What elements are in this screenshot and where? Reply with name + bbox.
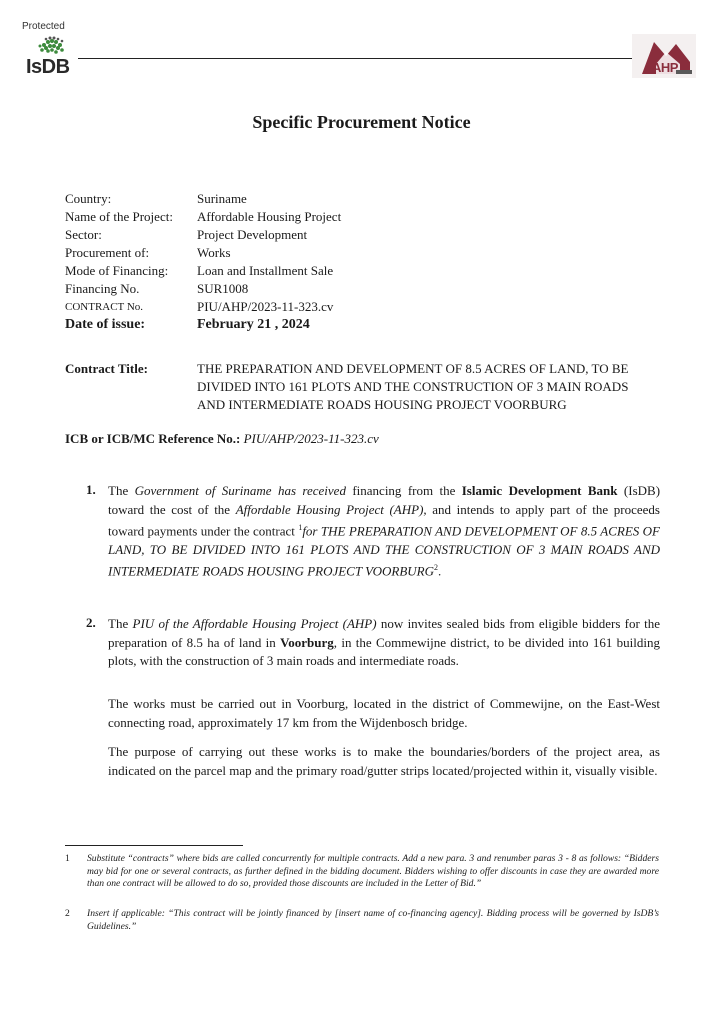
info-label: CONTRACT No. xyxy=(65,301,144,313)
info-value: Loan and Installment Sale xyxy=(197,263,334,278)
info-value: Works xyxy=(197,245,231,260)
paragraph-1 xyxy=(108,482,660,581)
p1-text: Government of Suriname has received xyxy=(134,483,346,498)
paragraph-number: 1. xyxy=(86,482,96,497)
ahp-logo xyxy=(632,34,696,78)
isdb-logo-text: IsDB xyxy=(26,56,70,78)
footnote-number: 2 xyxy=(65,908,70,919)
info-label: Name of the Project: xyxy=(65,209,173,224)
info-value: SUR1008 xyxy=(197,281,249,296)
icb-reference-label: ICB or ICB/MC Reference No.: xyxy=(65,431,241,446)
footnote-divider xyxy=(65,845,243,846)
info-row-country xyxy=(65,190,341,208)
info-label: Date of issue: xyxy=(65,317,146,332)
p1-text: for THE PREPARATION AND DEVELOPMENT OF 8.5 ACRES OF LAND, TO BE DIVIDED INTO 161 PLOTS AND THE CONSTRUCTION OF 3 MAIN ROADS AND INTERMEDIATE ROADS HOUSING PROJECT VOORBURG xyxy=(108,523,660,579)
contract-title-label: Contract Title: xyxy=(65,361,148,376)
info-label: Sector: xyxy=(65,227,102,242)
isdb-globe-icon xyxy=(34,36,68,56)
p2-text: Voorburg xyxy=(280,634,334,650)
info-row-project xyxy=(65,208,341,226)
p1-text: Affordable Housing Project (AHP), xyxy=(235,501,427,517)
info-label: Mode of Financing: xyxy=(65,263,169,278)
paragraph-3: The works must be carried out in Voorburg, located in the district of Commewijne, on the East-West connecting road, approximately 17 km from the Wijdenbosch bridge. xyxy=(108,696,660,730)
ahp-logo-text: AHP xyxy=(652,60,678,75)
contract-title-text: THE PREPARATION AND DEVELOPMENT OF 8.5 ACRES OF LAND, TO BE DIVIDED INTO 161 PLOTS AND THE CONSTRUCTION OF 3 MAIN ROADS AND INTERMEDIATE ROADS HOUSING PROJECT VOORBURG xyxy=(197,361,629,412)
info-value: February 21 , 2024 xyxy=(197,317,310,332)
footnote-number: 1 xyxy=(65,853,70,864)
contract-title xyxy=(65,360,665,414)
project-info xyxy=(65,190,341,334)
info-row-contract-no xyxy=(65,298,341,316)
isdb-logo xyxy=(26,36,76,82)
p2-text: now invites sealed bids from eligible bidders for the preparation of 8.5 ha of land in xyxy=(108,616,661,650)
footnote-ref: 2 xyxy=(434,563,439,573)
protected-label: Protected xyxy=(22,21,65,32)
p1-text: . xyxy=(438,563,442,579)
info-row-sector xyxy=(65,226,341,244)
footnote-1 xyxy=(65,853,665,891)
icb-reference xyxy=(65,431,379,447)
p1-text: The xyxy=(108,483,135,498)
paragraph-number: 2. xyxy=(86,615,96,630)
info-row-date-of-issue xyxy=(65,316,341,334)
info-label: Procurement of: xyxy=(65,245,150,260)
p2-text: PIU of the Affordable Housing Project (AHP) xyxy=(132,616,377,631)
page-title: Specific Procurement Notice xyxy=(252,112,471,132)
info-value: Suriname xyxy=(197,191,247,206)
footnote-text: Insert if applicable: “This contract will be jointly financed by [insert name of co-financing agency]. Bidding process will be governed by IsDB’s Guidelines.” xyxy=(87,908,659,932)
p1-text: (IsDB) toward the cost of the xyxy=(108,483,661,517)
info-label: Financing No. xyxy=(65,281,140,296)
info-value: Affordable Housing Project xyxy=(197,209,342,224)
info-value: PIU/AHP/2023-11-323.cv xyxy=(197,299,334,314)
info-label: Country: xyxy=(65,191,112,206)
footnote-text: Substitute “contracts” where bids are called concurrently for multiple contracts. Add a new para. 3 and renumber paras 3 - 8 as follows: “Bidders may bid for one or several contracts, as further defined in the bidding document. Bidders wishing to offer discounts in case they are awarded more than one contract will be allowed to do so, provided those discounts are included in the Letter of Bid.” xyxy=(87,853,659,889)
footnote-2 xyxy=(65,908,665,933)
footnote-ref: 1 xyxy=(298,523,303,532)
p1-text: Islamic Development Bank xyxy=(461,483,618,498)
p1-text: and intends to apply part of the proceeds toward payments under the contract xyxy=(108,501,660,539)
p2-text: The xyxy=(108,616,133,631)
header-divider xyxy=(78,58,633,59)
p2-text: , in the Commewijne district, to be divided into 161 building plots, with the construction of 3 main roads and intermediate roads. xyxy=(108,634,660,668)
info-row-procurement xyxy=(65,244,341,262)
info-row-financing-no xyxy=(65,280,341,298)
info-value: Project Development xyxy=(197,227,308,242)
paragraph-2 xyxy=(108,615,660,671)
icb-reference-value: PIU/AHP/2023-11-323.cv xyxy=(243,431,379,446)
p1-text: financing from the xyxy=(345,483,462,498)
paragraph-4: The purpose of carrying out these works is to make the boundaries/borders of the project area, as indicated on the parcel map and the primary road/gutter strips located/projected within it, visually visible. xyxy=(108,744,660,778)
info-row-financing-mode xyxy=(65,262,341,280)
